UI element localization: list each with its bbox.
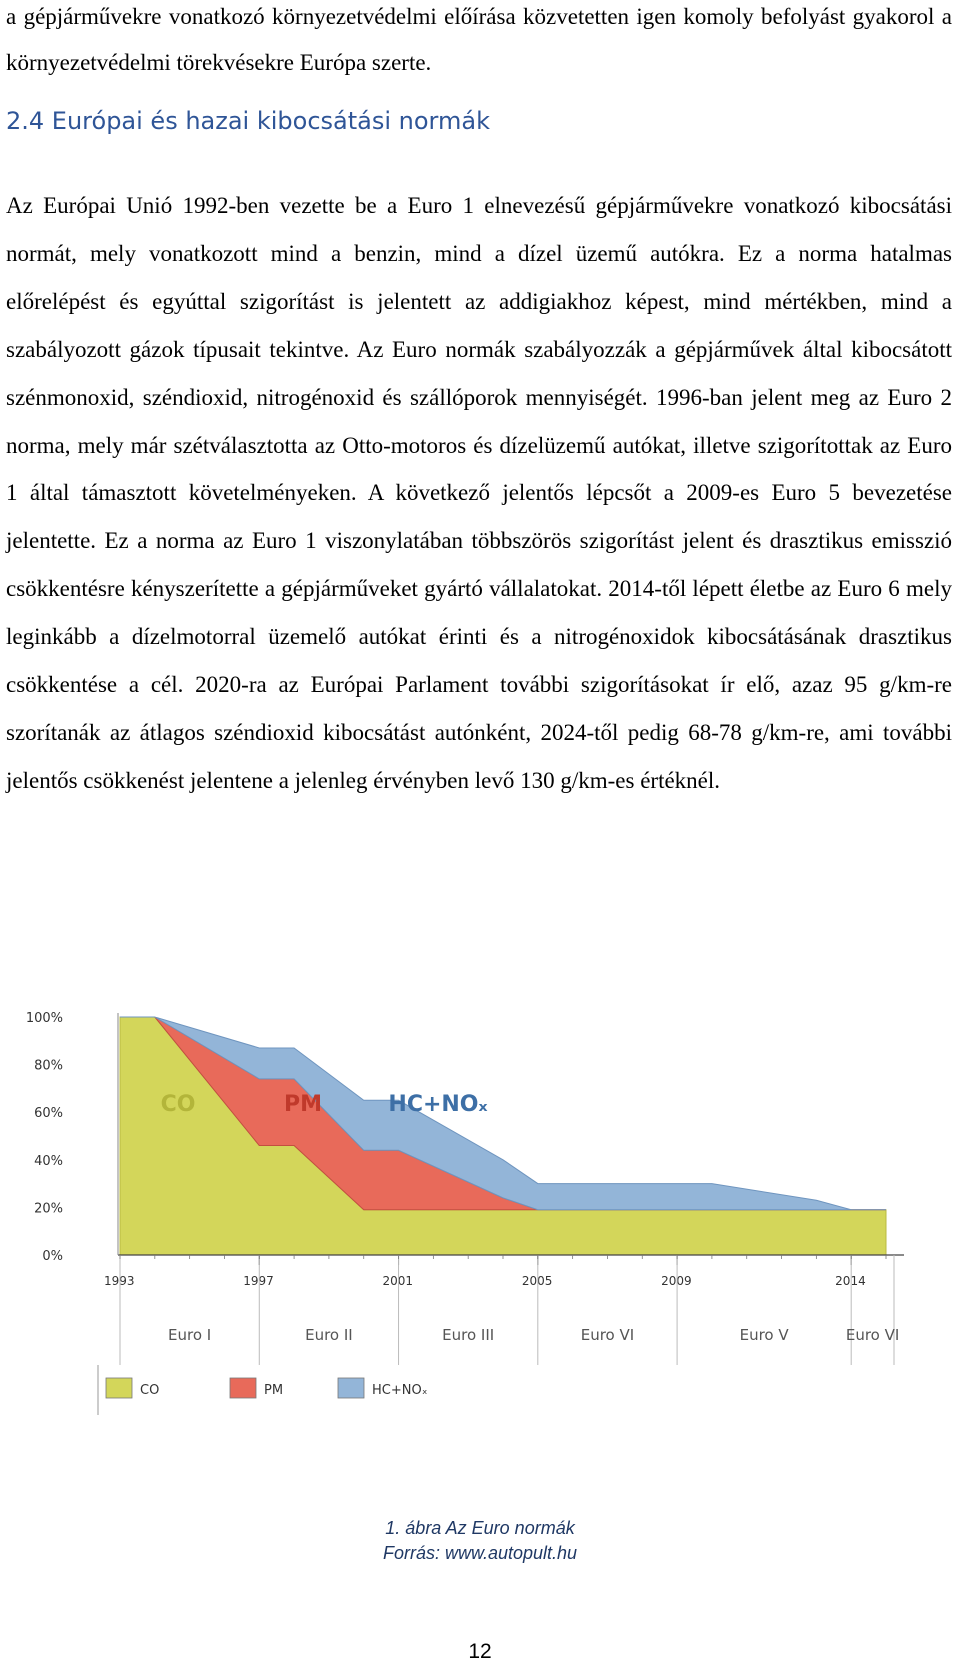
- figure-caption: 1. ábra Az Euro normák: [385, 1518, 575, 1538]
- legend-swatch: [230, 1378, 256, 1398]
- area-label-2: HC+NOₓ: [388, 1092, 488, 1117]
- norm-label: Euro VI: [580, 1326, 635, 1344]
- y-tick-label: 100%: [25, 1011, 63, 1026]
- legend-label: HC+NOₓ: [372, 1383, 428, 1398]
- y-tick-label: 0%: [42, 1249, 63, 1264]
- norm-label: Euro V: [739, 1326, 789, 1344]
- legend-swatch: [338, 1378, 364, 1398]
- norm-label: Euro VI: [845, 1326, 900, 1344]
- norm-label: Euro III: [442, 1326, 495, 1344]
- area-label-0: CO: [160, 1092, 196, 1117]
- x-tick-label: 2014: [835, 1274, 866, 1288]
- x-tick-label: 1993: [104, 1274, 135, 1288]
- euro-norms-chart: [8, 985, 944, 1485]
- x-tick-label: 2001: [382, 1274, 414, 1288]
- x-tick-label: 1997: [243, 1274, 274, 1288]
- y-tick-label: 20%: [34, 1201, 63, 1217]
- x-tick-label: 2009: [661, 1274, 692, 1288]
- legend-swatch: [106, 1378, 132, 1398]
- page-number: 12: [468, 1640, 492, 1663]
- area-label-1: PM: [283, 1092, 323, 1117]
- y-tick-label: 60%: [34, 1106, 63, 1122]
- chart-svg: [8, 985, 944, 1485]
- y-tick-label: 80%: [34, 1058, 63, 1074]
- paragraph-intro: a gépjárművekre vonatkozó környezetvédelmi előírása közvetetten igen komoly befolyást gyakorol a környezetvédelmi törekvésekre Európa szerte.: [6, 4, 952, 75]
- paragraph-euro-norms: Az Európai Unió 1992-ben vezette be a Euro 1 elnevezésű gépjárművekre vonatkozó kibocsátási normát, mely vonatkozott mind a benzin, mind a dízel üzemű autókra. Ez a norma hatalmas előrelépést és egyúttal szigorítást is jelentett az addigiakhoz képest, mind mértékben, mind a szabályozott gázok típusait tekintve. Az Euro normák szabályozzák a gépjárművek által kibocsátott szénmonoxid, széndioxid, nitrogénoxid és szállóporok mennyiségét. 1996-ban jelent meg az Euro 2 norma, mely már szétválasztotta az Otto-motoros és dízelüzemű autókat, illetve szigorítottak az Euro 1 által támasztott követelményeken. A következő jelentős lépcsőt a 2009-es Euro 5 bevezetése jelentette. Ez a norma az Euro 1 viszonylatában többszörös szigorítást jelent és drasztikus emisszió csökkentésre kényszerítette a gépjárműveket gyártó vállalatokat. 2014-től lépett életbe az Euro 6 mely leginkább a dízelmotorral üzemelő autókat érinti és a nitrogénoxidok kibocsátásának drasztikus csökkentése a cél. 2020-ra az Európai Parlament további szigorításokat ír elő, azaz 95 g/km-re szorítanák az átlagos széndioxid kibocsátást autónként, 2024-től pedig 68-78 g/km-re, ami további jelentős csökkenést jelentene a jelenleg érvényben levő 130 g/km-es értéknél.: [6, 193, 952, 793]
- norm-label: Euro II: [305, 1326, 353, 1344]
- x-tick-label: 2005: [521, 1274, 553, 1288]
- norm-label: Euro I: [168, 1326, 212, 1344]
- y-tick-label: 40%: [34, 1153, 63, 1169]
- legend-label: PM: [264, 1383, 284, 1398]
- figure-source: Forrás: www.autopult.hu: [382, 1543, 578, 1563]
- section-heading: 2.4 Európai és hazai kibocsátási normák: [6, 107, 490, 135]
- legend-label: CO: [140, 1383, 160, 1398]
